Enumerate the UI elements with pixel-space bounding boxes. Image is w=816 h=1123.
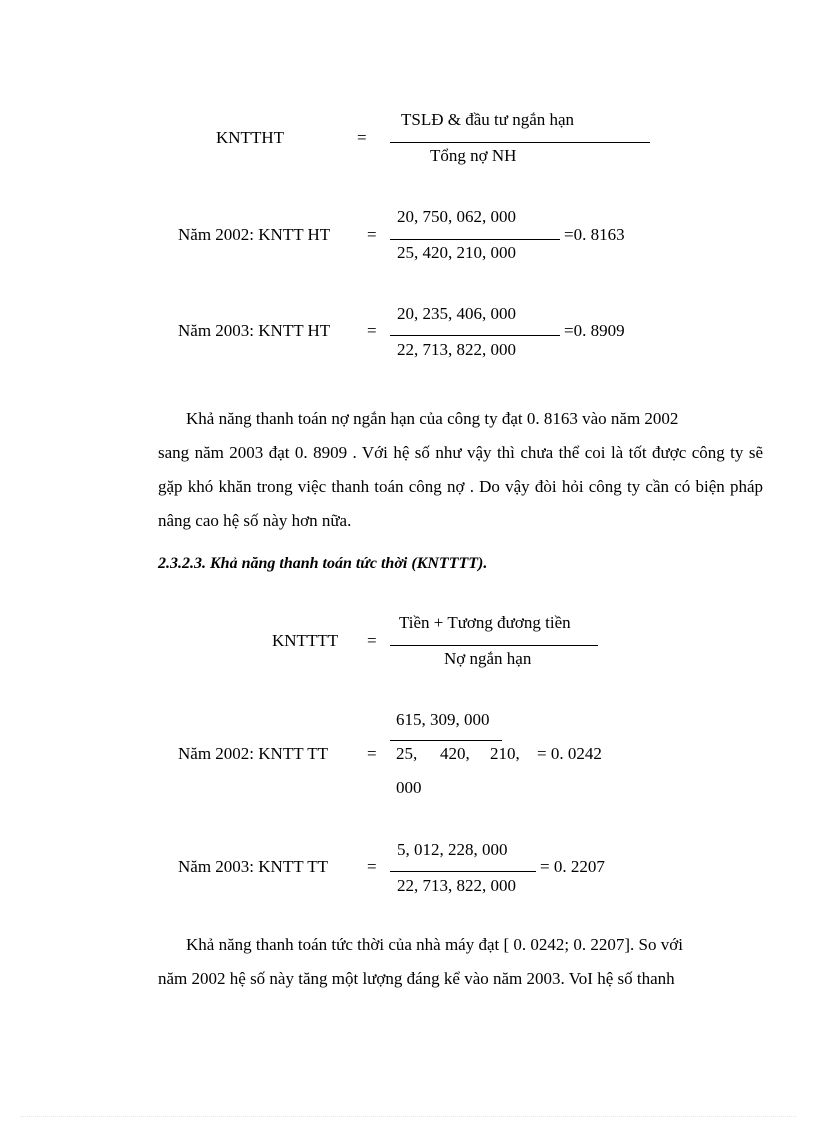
paragraph-body: sang năm 2003 đạt 0. 8909 . Với hệ số như vậy thì chưa thể coi là tốt được công ty sẽ gặp khó khăn trong việc thanh toán công nợ . Do vậy đòi hỏi công ty cần có biện pháp nâng cao hệ số này hơn nữa. [158,443,763,530]
fraction-bar [390,142,650,143]
denominator: Tổng nợ NH [430,146,517,165]
calc-label: Năm 2003: KNTT HT [178,321,331,340]
equals-sign: = [367,321,377,340]
paragraph-line: Khả năng thanh toán tức thời của nhà máy đạt [ 0. 0242; 0. 2207]. So với [186,935,683,954]
paragraph-body: năm 2002 hệ số này tăng một lượng đáng kể vào năm 2003. VoI hệ số thanh [158,969,675,988]
numerator: 20, 235, 406, 000 [397,304,516,323]
fraction-bar [390,740,502,741]
result: =0. 8909 [564,321,625,340]
denominator-part: 210, [490,744,520,763]
equals-sign: = [367,225,377,244]
denominator-part: 25, [396,744,418,763]
denominator: 22, 713, 822, 000 [397,340,516,359]
numerator: TSLĐ & đầu tư ngắn hạn [401,110,575,129]
numerator: Tiền + Tương đương tiền [399,613,571,632]
numerator: 5, 012, 228, 000 [397,840,508,859]
result: = 0. 2207 [540,857,605,876]
denominator-part: 420, [440,744,470,763]
numerator: 615, 309, 000 [396,710,490,729]
denominator: 22, 713, 822, 000 [397,876,516,895]
result: = 0. 0242 [537,744,602,763]
section-heading: 2.3.2.3. Khả năng thanh toán tức thời (KNTTTT). [158,555,488,572]
fraction-bar [390,645,598,646]
fraction-bar [390,239,560,240]
equals-sign: = [357,128,367,147]
paragraph-quick-ratio [158,928,763,996]
fraction-bar [390,871,536,872]
denominator: Nợ ngắn hạn [444,649,532,668]
paragraph-line: Khả năng thanh toán nợ ngắn hạn của công ty đạt 0. 8163 vào năm 2002 [186,409,679,428]
formula-label: KNTTHT [216,128,284,147]
page-bottom-border [20,1116,796,1117]
calc-label: Năm 2003: KNTT TT [178,857,328,876]
formula-label: KNTTTT [272,631,339,650]
equals-sign: = [367,631,377,650]
denominator: 25, 420, 210, 000 [397,243,516,262]
calc-label: Năm 2002: KNTT TT [178,744,328,763]
denominator-part: 000 [396,778,422,797]
numerator: 20, 750, 062, 000 [397,207,516,226]
fraction-bar [390,335,560,336]
paragraph-current-ratio [158,402,763,538]
equals-sign: = [367,744,377,763]
calc-label: Năm 2002: KNTT HT [178,225,331,244]
result: =0. 8163 [564,225,625,244]
equals-sign: = [367,857,377,876]
